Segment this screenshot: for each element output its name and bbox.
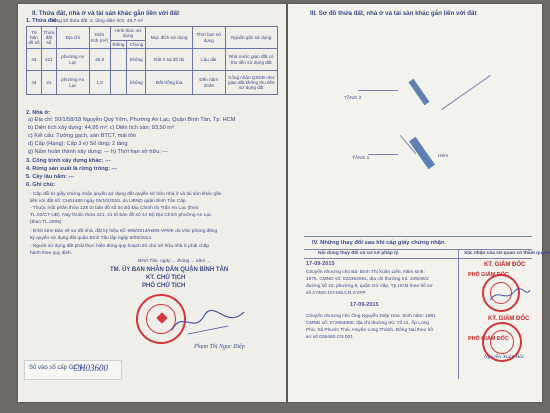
- note-line: - Đính kèm Bản vẽ sơ đồ nhà, đất ký hiệu số: 999/2014/HĐN-VPĐK do Văn phòng đăng: [30, 229, 218, 234]
- cell: 1,8: [89, 71, 110, 95]
- signer-name: Phạm Thị Ngọc Diệp: [194, 344, 245, 350]
- cell: Đất trồng lúa: [146, 71, 192, 95]
- change-date-1: 17-09-2015: [306, 261, 335, 267]
- cell: Nhà nước giao đất có thu tiền sử dụng đất: [225, 49, 277, 71]
- changes-col-confirm: Xác nhận của cơ quan có thẩm quyền: [464, 251, 550, 256]
- signature-icon: [168, 304, 248, 340]
- change-line: CMND số: 272064060, địa chỉ thường trú: Tổ 11, Ấp Long: [306, 321, 429, 326]
- change-line: Chuyển nhượng cho Bà: Đinh Thị Xuân Liên, Năm sinh:: [306, 270, 425, 275]
- signature-icon: [488, 286, 532, 304]
- changes-heading: IV. Những thay đổi sau khi cấp giấy chứng nhận: [312, 240, 445, 246]
- stub-value: CH03600: [73, 363, 109, 373]
- right-section-title: III. Sơ đồ thửa đất, nhà ở và tài sản khác gắn liền với đất: [310, 10, 477, 17]
- floor2-plan: [409, 79, 430, 105]
- th-use-form: Hình thức sử dụng: [110, 27, 146, 41]
- change-date-2: 17-09-2015: [350, 302, 379, 308]
- th-address: Địa chỉ: [56, 27, 89, 49]
- change-line: 1975, CMND số: 024364064, địa chỉ thường trú: 439/46/2: [306, 277, 429, 282]
- change-line: sơ số 036460.CN.001: [306, 335, 353, 340]
- th-origin: Nguồn gốc sử dụng: [225, 27, 277, 49]
- cell: 46,9: [89, 49, 110, 71]
- th-shared: Chung: [127, 40, 146, 48]
- th-term: Thời hạn sử dụng: [192, 27, 225, 49]
- deputy-title-2: PHÓ CHỦ TỊCH: [142, 283, 186, 289]
- seal-inner-ring: [490, 330, 514, 354]
- cell: không: [127, 71, 146, 95]
- note-line: - Thuộc một phần thửa 128 tờ bản đồ số 04 Bộ Địa Chính thị Trấn An Lạc (theo: [30, 206, 199, 211]
- changes-col-content: Nội dung thay đổi và cơ sở pháp lý: [318, 251, 399, 256]
- house-line: g) Năm hoàn thành xây dựng: --- h) Thời hạn sở hữu: ---: [28, 149, 169, 155]
- th-area: Diện tích (m²): [89, 27, 110, 49]
- other-line: 4. Rừng sản xuất là rừng trồng: ---: [26, 166, 118, 172]
- leader-line: [368, 154, 398, 155]
- land-table: [26, 26, 278, 95]
- note-line: TL.02/CT-UB). Nay thuộc thửa 421, 21 tờ bản đồ số 44 Bộ Địa Chính phường An Lạc: [30, 213, 212, 218]
- deputy-title-1: KT. CHỦ TỊCH: [146, 275, 186, 281]
- cell: 421: [41, 49, 56, 71]
- note-line: (theo TL.2005).: [30, 220, 63, 225]
- th-purpose: Mục đích sử dụng: [146, 27, 192, 49]
- stamp-sub-2: PHÓ GIÁM ĐỐC: [468, 336, 509, 342]
- cell: không: [127, 49, 146, 71]
- leader-line: [358, 90, 398, 91]
- stamp-signer: Nguyễn Xuân Bắc: [484, 354, 525, 360]
- floor1-label: TẦNG 1: [352, 156, 370, 161]
- change-line: Phú, Xã Phước Thái, Huyện Long Thành, Đồng Nai theo hồ: [306, 328, 433, 333]
- right-page: [288, 4, 550, 402]
- note-line: - Cấp đổi từ giấy chứng nhận quyền sử dụng đất quyền sở hữu nhà ở và tài sản khác gắn: [30, 192, 222, 197]
- cell: [110, 49, 127, 71]
- floor2-label: TẦNG 2: [344, 96, 362, 101]
- other-line: 6. Ghi chú:: [26, 182, 55, 188]
- cell: Lâu dài: [192, 49, 225, 71]
- left-section-title: II. Thửa đất, nhà ở và tài sản khác gắn liền với đất: [32, 10, 180, 17]
- cell: 44: [27, 71, 42, 95]
- stamp-title-1: KT. GIÁM ĐỐC: [484, 262, 526, 268]
- th-map-sheet: Tờ bản đồ số: [27, 27, 42, 49]
- land-heading: 1. Thửa đất:: [26, 18, 59, 24]
- cell: 21: [41, 71, 56, 95]
- floor1-plan: [409, 137, 435, 169]
- house-line: d) Cấp (Hạng): Cấp 3 e) Số tầng: 2 tầng: [28, 141, 128, 147]
- cell: [110, 71, 127, 95]
- house-line: b) Diện tích xây dựng: 44,95 m²; c) Diện tích sàn: 93,50 m²: [28, 125, 174, 131]
- divider: [304, 236, 532, 237]
- table-row: [27, 49, 278, 71]
- land-total: - Tổng số thửa đất: 2, tổng diện tích: 48,7 m²: [48, 19, 144, 24]
- cell: Đến năm 2026: [192, 71, 225, 95]
- cell: phường An Lạc: [56, 49, 89, 71]
- stamp-title-2: KT. GIÁM ĐỐC: [488, 316, 530, 322]
- change-line: số 27460.107446.CN.CVPP: [306, 291, 366, 296]
- note-line: - Người sử dụng đất phải thực hiện đúng quy hoạch thì chủ sở hữu nhà ở phải chấp: [30, 244, 210, 249]
- house-line: a) Địa chỉ: 50/1/58/18 Nguyễn Quý Yêm, Phường An Lạc, Quận Bình Tân, Tp. HCM: [28, 117, 236, 123]
- left-page: [18, 4, 286, 402]
- note-line: liền với đất số: CH01480 ngày 05/10/2010, do UBND quận Bình Tân Cấp.: [30, 199, 187, 204]
- leader-line: [441, 75, 491, 110]
- table-row: [27, 71, 278, 95]
- registry-stub: [24, 360, 122, 380]
- place-date: Bình Tân, ngày ... tháng ... năm ...: [138, 259, 211, 264]
- th-private: Riêng: [110, 40, 127, 48]
- th-parcel: Thửa đất số: [41, 27, 56, 49]
- change-line: đường số 10, phường 8, quận Gò Vấp, Tp.HCM theo hồ sơ: [306, 284, 433, 289]
- cell: Đất ở tại đô thị: [146, 49, 192, 71]
- column-divider: [458, 249, 459, 379]
- authority: TM. ỦY BAN NHÂN DÂN QUẬN BÌNH TÂN: [110, 267, 229, 273]
- change-line: Chuyển nhượng cho Ông Nguyễn Diệp Hòa. Sinh năm: 1991: [306, 314, 436, 319]
- stub-label: Số vào sổ cấp GCN:: [29, 365, 84, 371]
- house-heading: 2. Nhà ở:: [26, 110, 51, 116]
- cell: 44: [27, 49, 42, 71]
- stamp-sub-1: PHÓ GIÁM ĐỐC: [468, 272, 509, 278]
- note-line: hành theo quy định.: [30, 251, 73, 256]
- house-line: c) Kết cấu: Tường gạch, sàn BTCT, mái tôn: [28, 133, 137, 139]
- divider: [304, 258, 532, 259]
- cell: Công nhận QSDĐ như giao đất không thu tiền sử dụng đất: [225, 71, 277, 95]
- road-label: Hẻm: [438, 154, 449, 159]
- note-line: ký quyền sử dụng đất quận Bình Tân lập ngày 9/06/2014.: [30, 236, 153, 241]
- other-line: 3. Công trình xây dựng khác: ---: [26, 158, 111, 164]
- cell: phường An Lạc: [56, 71, 89, 95]
- other-line: 5. Cây lâu năm: ---: [26, 174, 75, 180]
- divider: [304, 249, 532, 250]
